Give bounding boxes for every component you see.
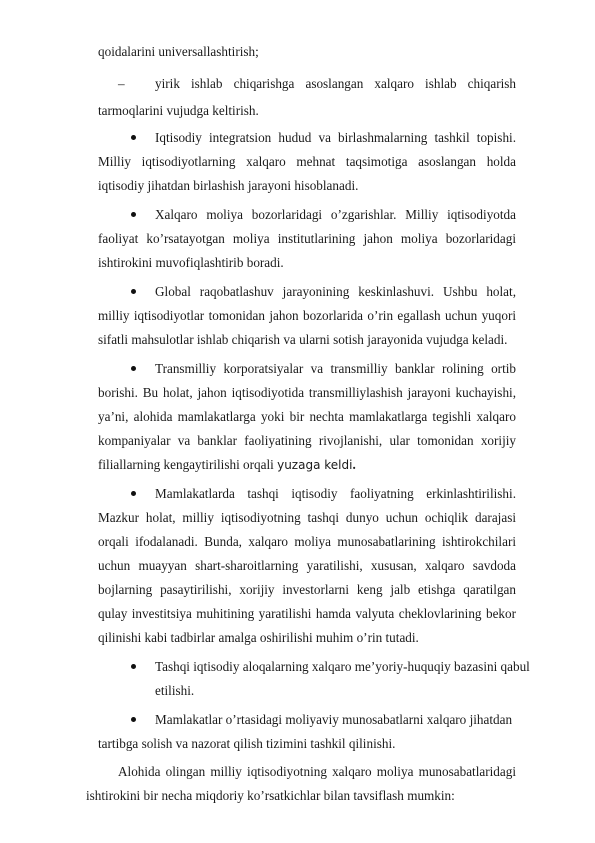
bullet-icon [131, 366, 136, 371]
bullet-icon [131, 491, 136, 496]
text-line: Tashqi iqtisodiy aloqalarning xalqaro me’yoriy-huquqiy bazasini qabul [155, 659, 530, 674]
text-line: tartibga solish va nazorat qilish tizimini tashkil qilinishi. [98, 736, 396, 751]
text-line: qulay investitsiya muhitining yaratilishi hamda valyuta cheklovlarining bekor [98, 606, 516, 621]
text-span: . [352, 457, 356, 472]
text-line: etilishi. [155, 683, 195, 698]
text-line: Global raqobatlashuv jarayonining keskinlashuvi. Ushbu holat, [155, 284, 516, 299]
text-line: ishtirokini bir necha miqdoriy ko’rsatkichlar bilan tavsiflash mumkin: [86, 788, 455, 803]
text-line: Mamlakatlar o’rtasidagi moliyaviy munosabatlarni xalqaro jihatdan [155, 712, 513, 727]
bullet-icon [131, 289, 136, 294]
text-line: kompaniyalar va banklar faoliyatining rivojlanishi, ular tomonidan xorijiy [98, 433, 516, 448]
text-span-alt-font: yuzaga keldi [277, 458, 353, 472]
bullet-icon [131, 664, 136, 669]
text-line: Milliy iqtisodiyotlarning xalqaro mehnat taqsimotiga asoslangan holda [98, 154, 516, 169]
dash-marker: – [118, 76, 125, 91]
text-line: Transmilliy korporatsiyalar va transmilliy banklar rolining ortib [155, 361, 516, 376]
text-line: tarmoqlarini vujudga keltirish. [98, 103, 259, 118]
text-span: filiallarning kengaytirilishi orqali [98, 457, 278, 472]
text-line: ya’ni, alohida mamlakatlarga yoki bir nechta mamlakatlarga tegishli xalqaro [98, 409, 516, 424]
text-line: iqtisodiy jihatdan birlashish jarayoni hisoblanadi. [98, 178, 359, 193]
text-line: Mamlakatlarda tashqi iqtisodiy faoliyatning erkinlashtirilishi. [155, 486, 516, 501]
text-line [98, 457, 356, 473]
bullet-icon [131, 717, 136, 722]
text-line: borishi. Bu holat, jahon iqtisodiyotida transmilliylashish jarayoni kuchayishi, [98, 385, 516, 400]
text-line: ishtirokini muvofiqlashtirib boradi. [98, 255, 284, 270]
text-line: bojlarning pasaytirilishi, xorijiy investorlarni keng jalb etishga qaratilgan [98, 582, 516, 597]
text-line: milliy iqtisodiyotlar tomonidan jahon bozorlarida o’rin egallash uchun yuqori [98, 308, 516, 323]
bullet-icon [131, 135, 136, 140]
text-line: orqali ifodalanadi. Bunda, xalqaro moliya munosabatlarining ishtirokchilari [98, 534, 516, 549]
text-line: sifatli mahsulotlar ishlab chiqarish va ularni sotish jarayonida vujudga keladi. [98, 332, 508, 347]
text-line: faoliyat ko’rsatayotgan moliya institutlarining jahon moliya bozorlaridagi [98, 231, 516, 246]
bullet-icon [131, 212, 136, 217]
text-line: qilinishi kabi tadbirlar amalga oshirilishi muhim o’rin tutadi. [98, 630, 419, 645]
text-line: qoidalarini universallashtirish; [98, 44, 259, 59]
text-line: Xalqaro moliya bozorlaridagi o’zgarishlar. Milliy iqtisodiyotda [155, 207, 516, 222]
text-line: Alohida olingan milliy iqtisodiyotning xalqaro moliya munosabatlaridagi [118, 764, 516, 779]
text-line: Mazkur holat, milliy iqtisodiyotning tashqi dunyo uchun ochiqlik darajasi [98, 510, 516, 525]
text-line: yirik ishlab chiqarishga asoslangan xalqaro ishlab chiqarish [155, 76, 516, 91]
text-line: Iqtisodiy integratsion hudud va birlashmalarning tashkil topishi. [155, 130, 516, 145]
text-line: uchun muayyan shart-sharoitlarning yaratilishi, xususan, xalqaro savdoda [98, 558, 516, 573]
